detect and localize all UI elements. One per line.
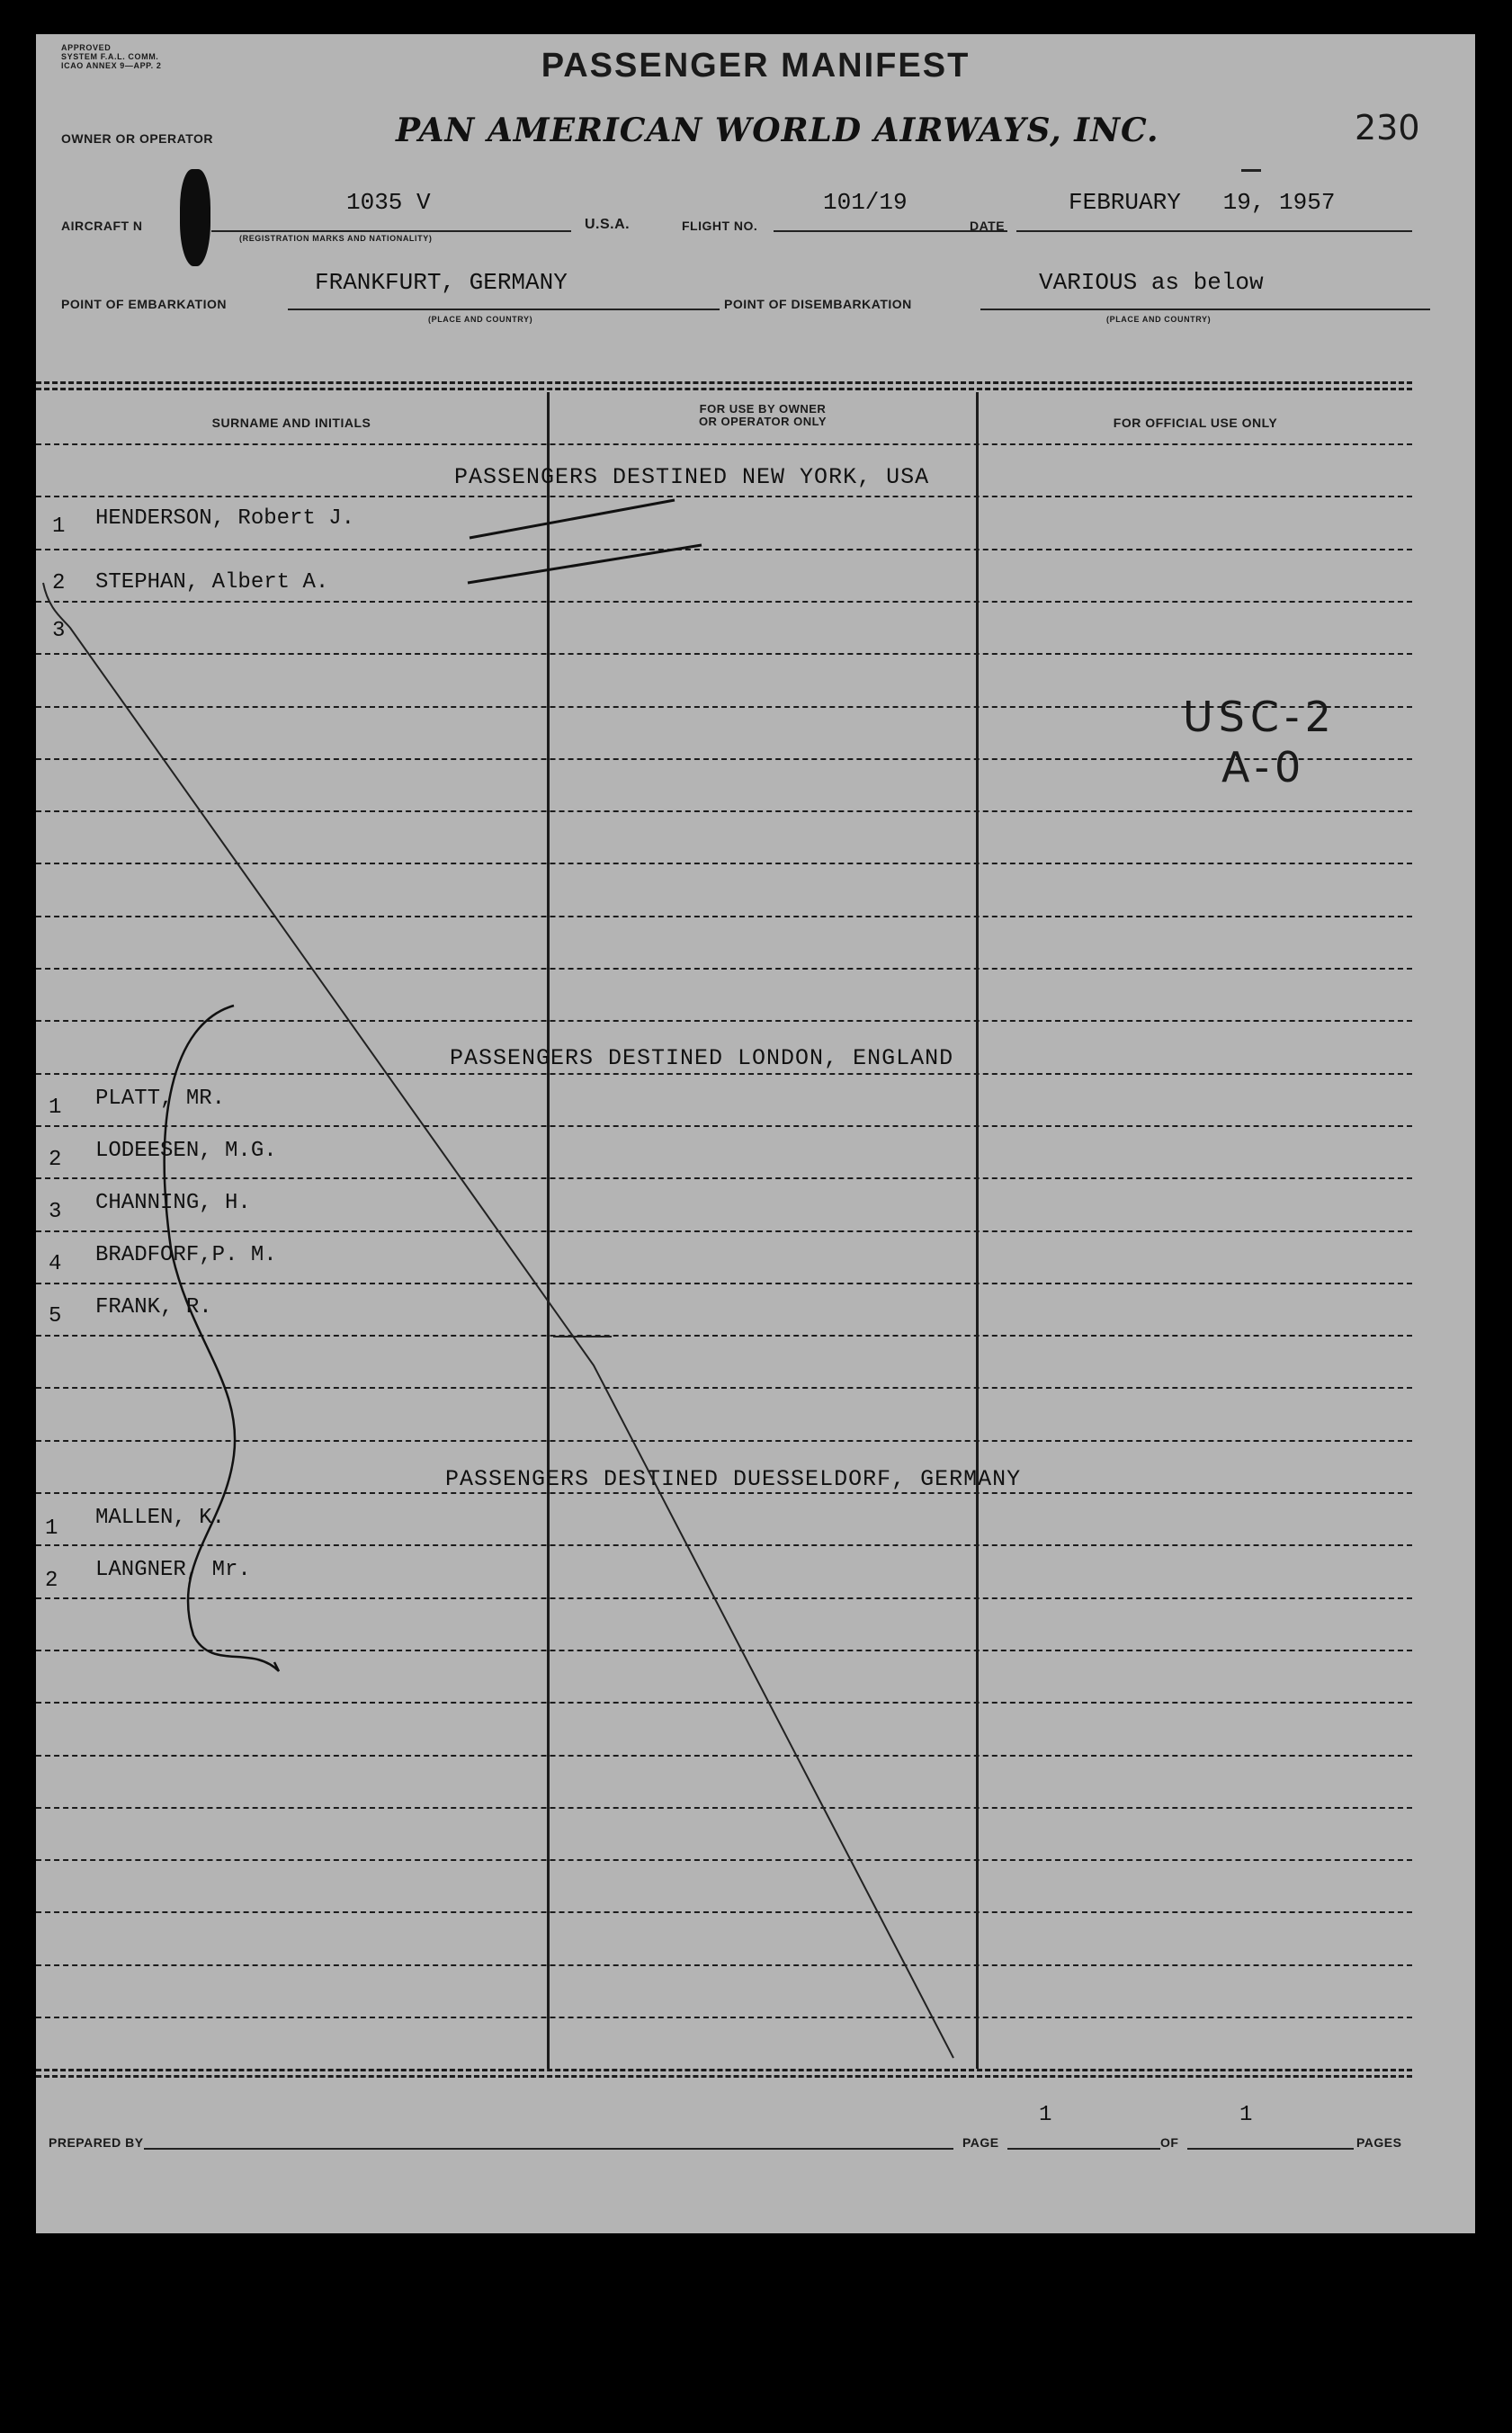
row-number: 3: [49, 1200, 62, 1224]
aircraft-value: 1035 V: [346, 189, 431, 216]
table-bottom-rule: [36, 2069, 1412, 2071]
disembark-label: POINT OF DISEMBARKATION: [724, 297, 912, 311]
row-number: 1: [49, 1096, 62, 1120]
passenger-name: FRANK, R.: [95, 1295, 212, 1319]
passenger-name: PLATT, MR.: [95, 1087, 226, 1111]
flight-value: 101/19: [823, 189, 908, 216]
section-heading-new-york: PASSENGERS DESTINED NEW YORK, USA: [454, 464, 930, 490]
row-number: 1: [45, 1516, 58, 1541]
passenger-name: STEPHAN, Albert A.: [95, 570, 329, 595]
page-underline: [1007, 2148, 1160, 2150]
date-label: DATE: [970, 219, 1006, 233]
disembark-caption: (PLACE AND COUNTRY): [1106, 315, 1212, 324]
embark-label: POINT OF EMBARKATION: [61, 297, 227, 311]
handwritten-code: USC-2: [1183, 693, 1337, 741]
date-value: FEBRUARY 19, 1957: [1069, 189, 1336, 216]
passenger-name: CHANNING, H.: [95, 1191, 251, 1215]
of-underline: [1187, 2148, 1354, 2150]
passenger-name: MALLEN, K.: [95, 1506, 226, 1530]
owner-label: OWNER OR OPERATOR: [61, 131, 213, 146]
page-value: 1: [1039, 2103, 1052, 2127]
col-header-owner-line: FOR USE BY OWNER: [699, 402, 827, 416]
page-number: 230: [1355, 108, 1420, 148]
passenger-name: BRADFORF,P. M.: [95, 1243, 277, 1267]
owner-value: PAN AMERICAN WORLD AIRWAYS, INC.: [396, 112, 1159, 149]
of-label: OF: [1160, 2135, 1179, 2150]
embark-value: FRANKFURT, GERMANY: [315, 269, 568, 296]
row-number: 2: [52, 571, 66, 595]
page-label: PAGE: [962, 2135, 999, 2150]
row-number: 2: [49, 1148, 62, 1172]
row-number: 4: [49, 1252, 62, 1276]
strike-mark: [470, 500, 675, 538]
row-number: 5: [49, 1304, 62, 1328]
disembark-value: VARIOUS as below: [1039, 269, 1264, 296]
col-header-surname: SURNAME AND INITIALS: [211, 416, 371, 430]
row-number: 1: [52, 514, 66, 539]
prepared-underline: [144, 2148, 953, 2150]
of-value: 1: [1239, 2103, 1253, 2127]
nationality: U.S.A.: [585, 217, 631, 232]
row-number: 2: [45, 1569, 58, 1593]
strike-mark: [468, 545, 702, 583]
prepared-label: PREPARED BY: [49, 2135, 144, 2150]
col-header-official: FOR OFFICIAL USE ONLY: [1113, 416, 1278, 430]
diagonal-cancel-line: [43, 583, 953, 2058]
pen-marks: [36, 34, 1475, 2233]
col-header-owner-line: OR OPERATOR ONLY: [698, 415, 828, 428]
approval-line: SYSTEM F.A.L. COMM.: [61, 52, 159, 61]
embark-caption: (PLACE AND COUNTRY): [428, 315, 533, 324]
row-number: 3: [52, 619, 66, 643]
aircraft-label: AIRCRAFT N: [61, 219, 143, 233]
table-bottom-rule: [36, 2075, 1412, 2078]
manifest-sheet: [36, 34, 1475, 2233]
bracket-mark: [165, 1006, 279, 1671]
section-heading-london: PASSENGERS DESTINED LONDON, ENGLAND: [450, 1045, 954, 1071]
aircraft-caption: (REGISTRATION MARKS AND NATIONALITY): [239, 234, 433, 243]
section-heading-duesseldorf: PASSENGERS DESTINED DUESSELDORF, GERMANY: [445, 1466, 1022, 1492]
pages-label: PAGES: [1356, 2135, 1402, 2150]
passenger-name: LODEESEN, M.G.: [95, 1139, 277, 1163]
approval-line: APPROVED: [61, 43, 112, 52]
flight-label: FLIGHT NO.: [682, 219, 758, 233]
passenger-name: HENDERSON, Robert J.: [95, 506, 355, 531]
passenger-name: LANGNER, Mr.: [95, 1558, 251, 1582]
document-title: PASSENGER MANIFEST: [541, 47, 971, 85]
approval-line: ICAO ANNEX 9—APP. 2: [61, 61, 162, 70]
handwritten-count: A-0: [1221, 743, 1307, 792]
